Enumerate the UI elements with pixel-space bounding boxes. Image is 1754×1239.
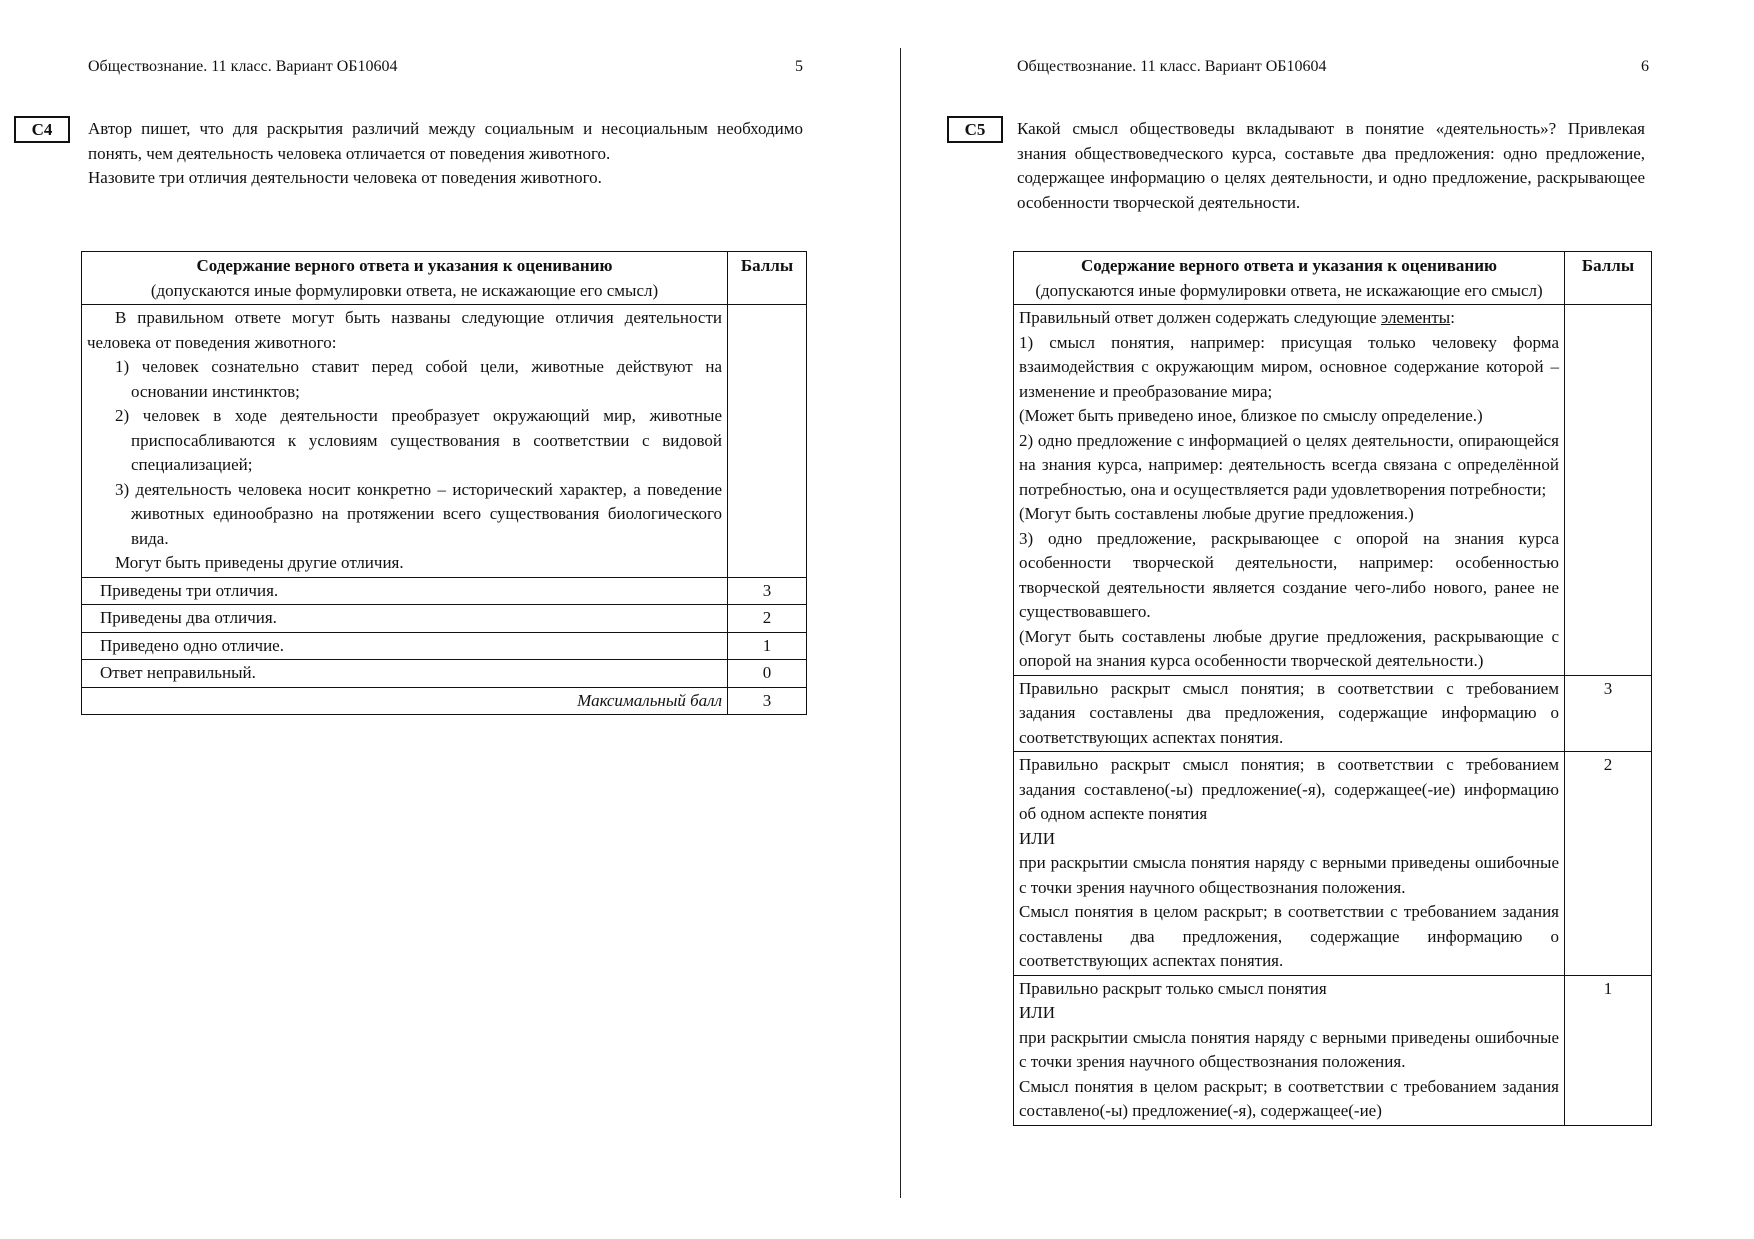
criterion-line: Правильно раскрыт смысл понятия; в соответствии с требованием задания составлено(-ы) предложение(-я), содержащее(-ие) информацию об одном аспекте понятия	[1019, 755, 1559, 823]
answer-score-empty	[1565, 305, 1652, 676]
criterion-score: 3	[1565, 675, 1652, 752]
header-title: Обществознание. 11 класс. Вариант ОБ10604	[1017, 58, 1327, 75]
c5-scoring-table	[1013, 251, 1652, 1126]
criterion-text: Правильно раскрыт смысл понятия; в соответствии с требованием задания составлены два предложения, содержащие информацию о соответствующих аспектах понятия.	[1014, 675, 1565, 752]
header-content-cell	[82, 252, 728, 305]
answer-content	[82, 305, 728, 578]
header-content-cell	[1014, 252, 1565, 305]
criterion-or: ИЛИ	[1019, 1003, 1056, 1022]
answer-content	[1014, 305, 1565, 676]
page-divider	[900, 48, 901, 1198]
criterion-row-1	[1014, 975, 1652, 1125]
max-score-row	[82, 687, 807, 715]
question-paragraph: Автор пишет, что для раскрытия различий между социальным и несоциальным необходимо понять, чем деятельность человека отличается от поведения животного.	[88, 119, 803, 163]
answer-line: (Может быть приведено иное, близкое по смыслу определение.)	[1019, 406, 1483, 425]
criterion-text	[1014, 975, 1565, 1125]
criterion-line: Правильно раскрыт только смысл понятия	[1019, 978, 1327, 998]
criterion-row-2	[1014, 752, 1652, 976]
answer-line: 1) смысл понятия, например: присущая только человеку форма взаимодействия с окружающим миром, основное содержание которой – изменение и преобразование мира;	[1019, 332, 1559, 401]
criterion-score: 2	[1565, 752, 1652, 976]
answer-line: (Могут быть составлены любые другие предложения, раскрывающие с опорой на знания курса особенности творческой деятельности.)	[1019, 626, 1559, 670]
c4-scoring-table	[81, 251, 807, 715]
criterion-row	[82, 632, 807, 660]
criterion-or: ИЛИ	[1019, 828, 1056, 848]
header-main: Содержание верного ответа и указания к оцениванию	[1081, 256, 1497, 275]
criterion-text: Приведено одно отличие.	[82, 632, 728, 660]
criterion-text	[1014, 752, 1565, 976]
question-label-c5: C5	[947, 116, 1003, 143]
criterion-text: Приведены два отличия.	[82, 605, 728, 633]
answer-line: (Могут быть составлены любые другие предложения.)	[1019, 504, 1414, 523]
page-number: 6	[1641, 58, 1649, 75]
page-number: 5	[795, 58, 803, 75]
criterion-score: 3	[728, 577, 807, 605]
criterion-text: Ответ неправильный.	[82, 660, 728, 688]
criterion-row-3	[1014, 675, 1652, 752]
criterion-row	[82, 660, 807, 688]
answer-intro-text: Правильный ответ должен содержать следующие	[1019, 308, 1381, 327]
criterion-line: при раскрытии смысла понятия наряду с верными приведены ошибочные с точки зрения научного обществознания положения.	[1019, 1027, 1559, 1071]
question-label-c4: C4	[14, 116, 70, 143]
answer-outro: Могут быть приведены другие отличия.	[115, 553, 404, 572]
answer-line: 2) одно предложение с информацией о целях деятельности, опирающейся на знания курса, например: деятельность всегда связана с определённой потребностью, она и осуществляется ради удовлетворения потребности;	[1019, 430, 1559, 499]
answer-intro	[1019, 306, 1559, 331]
question-task: Назовите три отличия деятельности человека от поведения животного.	[88, 168, 602, 187]
header-title: Обществознание. 11 класс. Вариант ОБ10604	[88, 58, 398, 75]
header-score-label: Баллы	[740, 256, 794, 275]
page-6	[905, 0, 1754, 1239]
criterion-score: 2	[728, 605, 807, 633]
criterion-score: 1	[728, 632, 807, 660]
answer-row	[82, 305, 807, 578]
answer-line: 3) одно предложение, раскрывающее с опорой на знания курса особенности творческой деятельности, например: особенностью творческой деятельности является создание чего-либо нового, ранее не существовавшего.	[1019, 528, 1559, 621]
answer-item: 1) человек сознательно ставит перед собой цели, животные действуют на основании инстинктов;	[115, 357, 722, 401]
header-sub: (допускаются иные формулировки ответа, не искажающие его смысл)	[150, 280, 659, 300]
answer-score-empty	[728, 305, 807, 578]
question-text-c5	[1017, 117, 1645, 215]
answer-intro-underlined: элементы	[1380, 308, 1451, 327]
header-sub: (допускаются иные формулировки ответа, не искажающие его смысл)	[1035, 280, 1543, 300]
header-main: Содержание верного ответа и указания к оцениванию	[196, 256, 613, 275]
criterion-line: при раскрытии смысла понятия наряду с верными приведены ошибочные с точки зрения научного обществознания положения.	[1019, 853, 1559, 897]
header-score-label: Баллы	[1581, 256, 1635, 275]
question-paragraph: Какой смысл обществоведы вкладывают в понятие «деятельность»? Привлекая знания обществоведческого курса, составьте два предложения: одно предложение, содержащее информацию о целях деятельности, и одно предложение, раскрывающее особенности творческой деятельности.	[1017, 119, 1645, 212]
table-header-row	[82, 252, 807, 305]
criterion-score: 0	[728, 660, 807, 688]
table-header-row	[1014, 252, 1652, 305]
header-score	[728, 252, 807, 305]
max-score-value: 3	[728, 687, 807, 715]
answer-item: 3) деятельность человека носит конкретно – исторический характер, а поведение животных единообразно на протяжении всего существования биологического вида.	[115, 479, 722, 548]
criterion-text: Приведены три отличия.	[82, 577, 728, 605]
answer-intro-colon: :	[1450, 308, 1455, 327]
max-score-label: Максимальный балл	[82, 687, 728, 715]
criterion-score: 1	[1565, 975, 1652, 1125]
criterion-line: Смысл понятия в целом раскрыт; в соответствии с требованием задания составлены два предложения, содержащие информацию о соответствующих аспектах понятия.	[1019, 902, 1559, 970]
question-text-c4	[88, 117, 803, 191]
criterion-line: Смысл понятия в целом раскрыт; в соответствии с требованием задания составлено(-ы) предложение(-я), содержащее(-ие)	[1019, 1076, 1559, 1120]
criterion-row	[82, 605, 807, 633]
answer-row	[1014, 305, 1652, 676]
answer-item: 2) человек в ходе деятельности преобразует окружающий мир, животные приспосабливаются к условиям существования в соответствии с видовой специализацией;	[115, 406, 722, 474]
answer-intro: В правильном ответе могут быть названы следующие отличия деятельности человека от поведения животного:	[87, 308, 722, 352]
criterion-row	[82, 577, 807, 605]
header-score	[1565, 252, 1652, 305]
